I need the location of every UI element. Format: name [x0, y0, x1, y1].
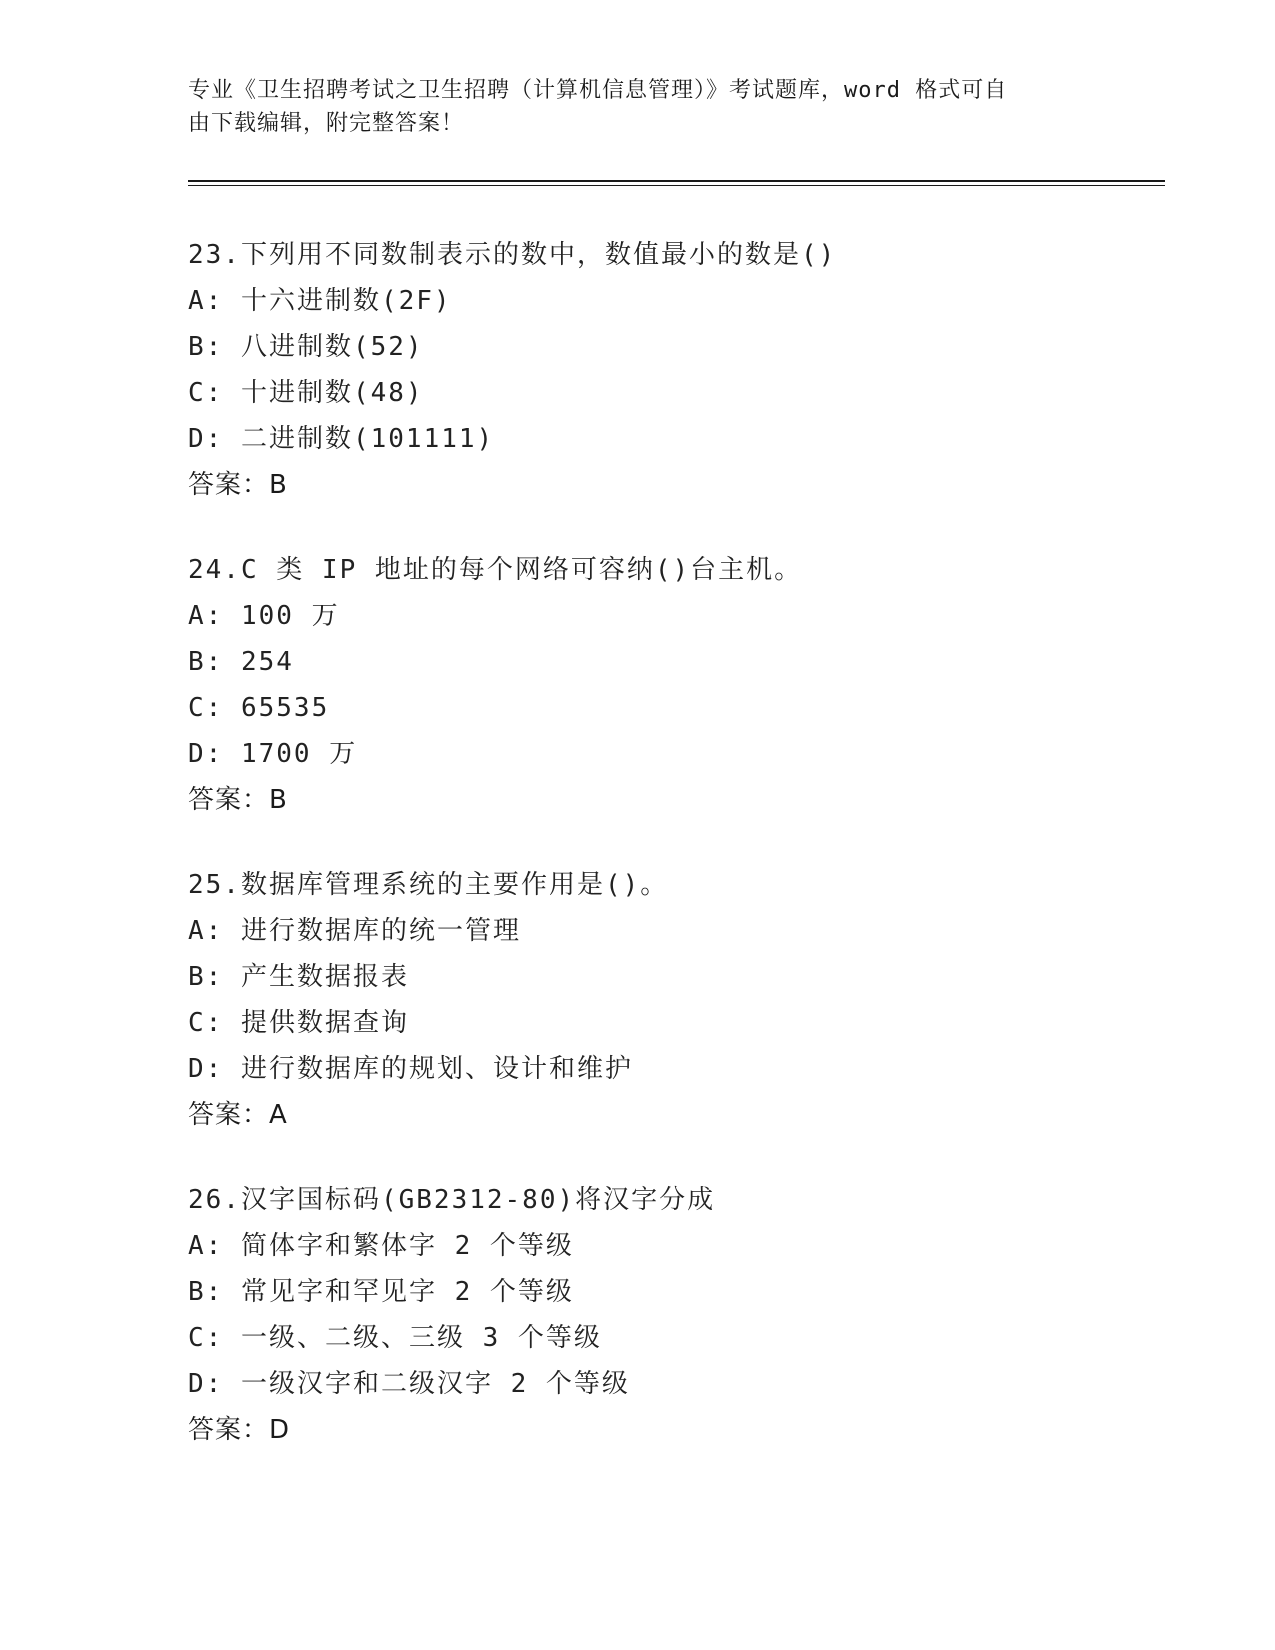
option-a: A: 100 万: [188, 601, 340, 631]
question-stem: 24.C 类 IP 地址的每个网络可容纳()台主机。: [188, 555, 803, 585]
question-item: [188, 1177, 1168, 1453]
answer-line: 答案：B: [188, 785, 288, 815]
option-d: D: 一级汉字和二级汉字 2 个等级: [188, 1369, 630, 1399]
option-b: B: 254: [188, 647, 294, 677]
header-divider-bottom: [188, 185, 1165, 186]
option-d: D: 进行数据库的规划、设计和维护: [188, 1054, 633, 1084]
question-stem: 26.汉字国标码(GB2312-80)将汉字分成: [188, 1185, 716, 1215]
option-a: A: 十六进制数(2F): [188, 286, 452, 316]
option-c: C: 提供数据查询: [188, 1008, 409, 1038]
option-b: B: 八进制数(52): [188, 332, 424, 362]
question-item: [188, 862, 1168, 1138]
header-divider-top: [188, 180, 1165, 182]
question-stem: 23.下列用不同数制表示的数中，数值最小的数是(): [188, 240, 837, 270]
option-d: D: 二进制数(101111): [188, 424, 495, 454]
option-d: D: 1700 万: [188, 739, 358, 769]
option-a: A: 进行数据库的统一管理: [188, 916, 521, 946]
question-item: [188, 232, 1168, 508]
option-c: C: 十进制数(48): [188, 378, 424, 408]
document-header: [188, 74, 1088, 140]
answer-line: 答案：A: [188, 1100, 288, 1130]
question-stem: 25.数据库管理系统的主要作用是()。: [188, 870, 669, 900]
answer-line: 答案：B: [188, 470, 288, 500]
option-b: B: 常见字和罕见字 2 个等级: [188, 1277, 574, 1307]
option-b: B: 产生数据报表: [188, 962, 409, 992]
option-c: C: 65535: [188, 693, 330, 723]
answer-line: 答案：D: [188, 1415, 291, 1445]
question-item: [188, 547, 1168, 823]
header-line-1: 专业《卫生招聘考试之卫生招聘（计算机信息管理）》考试题库，word 格式可自: [188, 78, 1008, 103]
question-list: [188, 232, 1168, 1492]
header-line-2: 由下载编辑，附完整答案！: [188, 111, 465, 136]
option-c: C: 一级、二级、三级 3 个等级: [188, 1323, 602, 1353]
option-a: A: 简体字和繁体字 2 个等级: [188, 1231, 574, 1261]
